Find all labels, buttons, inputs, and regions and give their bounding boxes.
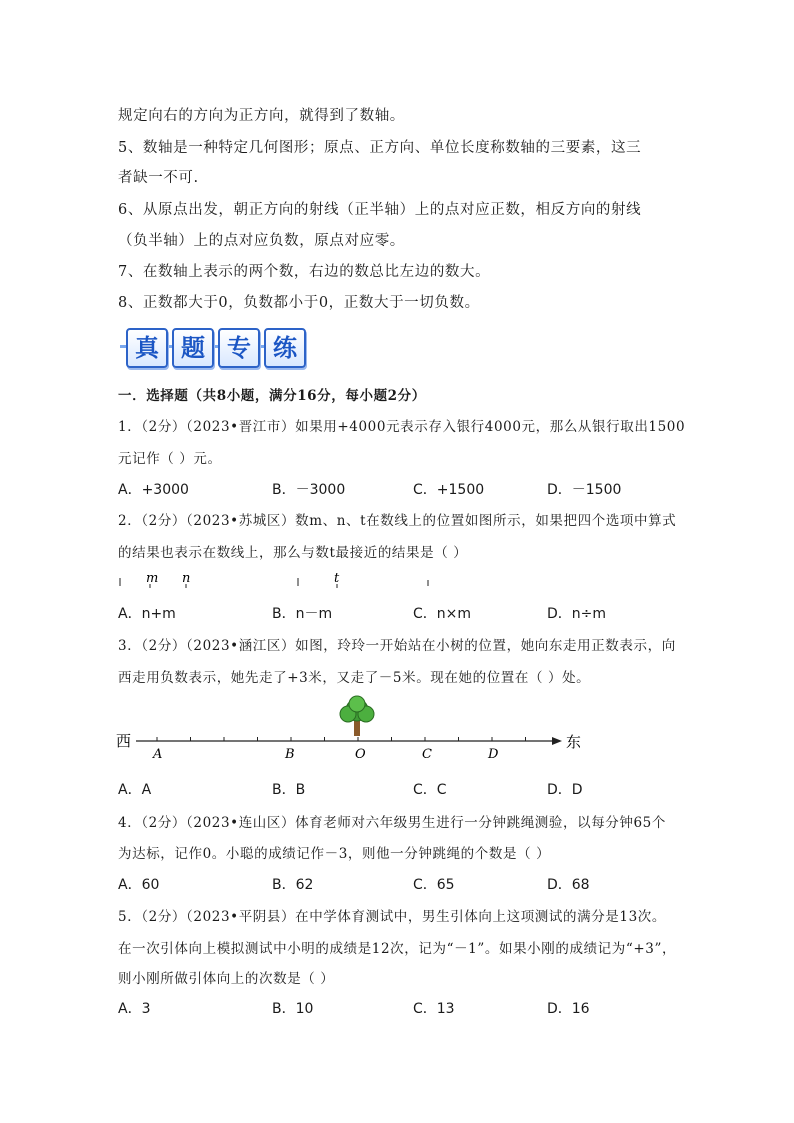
knowledge-line: （负半轴）上的点对应负数，原点对应零。 — [118, 233, 405, 249]
badge-char: 练 — [264, 328, 306, 368]
q1-option-b[interactable]: B．－3000 — [272, 482, 346, 498]
east-label: 东 — [566, 733, 582, 751]
q2-number-line-figure — [110, 566, 440, 592]
q3-option-d[interactable]: D．D — [547, 782, 583, 798]
axis-label-t: t — [334, 571, 340, 586]
badge-char: 题 — [172, 328, 214, 368]
q5-option-d[interactable]: D．16 — [547, 1001, 590, 1017]
q1-option-a[interactable]: A．+3000 — [118, 482, 189, 498]
q5-option-c[interactable]: C．13 — [413, 1001, 455, 1017]
section-badge — [120, 324, 306, 368]
badge-char: 真 — [126, 328, 168, 368]
point-label-b: B — [285, 747, 295, 762]
point-label-o: O — [355, 747, 366, 762]
q1-text: 1．（2分）（2023•晋江市）如果用+4000元表示存入银行4000元，那么从银行取出1500 — [118, 419, 686, 435]
q3-option-a[interactable]: A．A — [118, 782, 152, 798]
knowledge-line: 8、正数都大于0，负数都小于0，正数大于一切负数。 — [118, 295, 480, 311]
q5-option-b[interactable]: B．10 — [272, 1001, 314, 1017]
q1-option-d[interactable]: D．－1500 — [547, 482, 622, 498]
q2-text: 的结果也表示在数线上，那么与数t最接近的结果是（ ） — [118, 545, 468, 561]
tree-icon — [340, 696, 374, 736]
badge-char: 专 — [218, 328, 260, 368]
q3-option-b[interactable]: B．B — [272, 782, 306, 798]
knowledge-line: 规定向右的方向为正方向，就得到了数轴。 — [118, 108, 405, 124]
q3-text: 3．（2分）（2023•涵江区）如图，玲玲一开始站在小树的位置，她向东走用正数表示，向 — [118, 638, 676, 654]
q5-text: 在一次引体向上模拟测试中小明的成绩是12次，记为“－1”。如果小刚的成绩记为“+3”， — [118, 941, 677, 957]
q4-option-c[interactable]: C．65 — [413, 877, 455, 893]
q3-option-c[interactable]: C．C — [413, 782, 447, 798]
q2-option-b[interactable]: B．n－m — [272, 606, 333, 622]
knowledge-line: 6、从原点出发，朝正方向的射线（正半轴）上的点对应正数，相反方向的射线 — [118, 202, 642, 218]
q3-number-line-figure — [110, 692, 590, 764]
q4-option-d[interactable]: D．68 — [547, 877, 590, 893]
arrow-head — [552, 737, 562, 745]
q3-text: 西走用负数表示，她先走了+3米，又走了－5米。现在她的位置在（ ）处。 — [118, 670, 591, 686]
q1-option-c[interactable]: C．+1500 — [413, 482, 485, 498]
point-label-d: D — [488, 747, 499, 762]
q5-option-a[interactable]: A．3 — [118, 1001, 151, 1017]
knowledge-line: 5、数轴是一种特定几何图形；原点、正方向、单位长度称数轴的三要素，这三 — [118, 140, 642, 156]
q4-text: 为达标，记作0。小聪的成绩记作－3，则他一分钟跳绳的个数是（ ） — [118, 846, 551, 862]
q5-text: 5．（2分）（2023•平阴县）在中学体育测试中，男生引体向上这项测试的满分是13次。 — [118, 909, 666, 925]
knowledge-line: 者缺一不可. — [118, 170, 199, 186]
q4-text: 4．（2分）（2023•连山区）体育老师对六年级男生进行一分钟跳绳测验，以每分钟65个 — [118, 815, 666, 831]
q1-text: 元记作（ ）元。 — [118, 451, 222, 467]
point-label-c: C — [422, 747, 432, 762]
q4-option-a[interactable]: A．60 — [118, 877, 160, 893]
q2-option-a[interactable]: A．n+m — [118, 606, 176, 622]
axis-label-n: n — [182, 571, 191, 586]
q4-option-b[interactable]: B．62 — [272, 877, 314, 893]
q2-option-c[interactable]: C．n×m — [413, 606, 472, 622]
q5-text: 则小刚所做引体向上的次数是（ ） — [118, 971, 335, 987]
q2-option-d[interactable]: D．n÷m — [547, 606, 607, 622]
axis-label-m: m — [146, 571, 159, 586]
q2-text: 2．（2分）（2023•苏城区）数m、n、t在数线上的位置如图所示，如果把四个选项中算式 — [118, 513, 677, 529]
section-title: 一．选择题（共8小题，满分16分，每小题2分） — [118, 388, 426, 404]
point-label-a: A — [153, 747, 163, 762]
west-label: 西 — [116, 732, 132, 750]
knowledge-line: 7、在数轴上表示的两个数，右边的数总比左边的数大。 — [118, 264, 491, 280]
